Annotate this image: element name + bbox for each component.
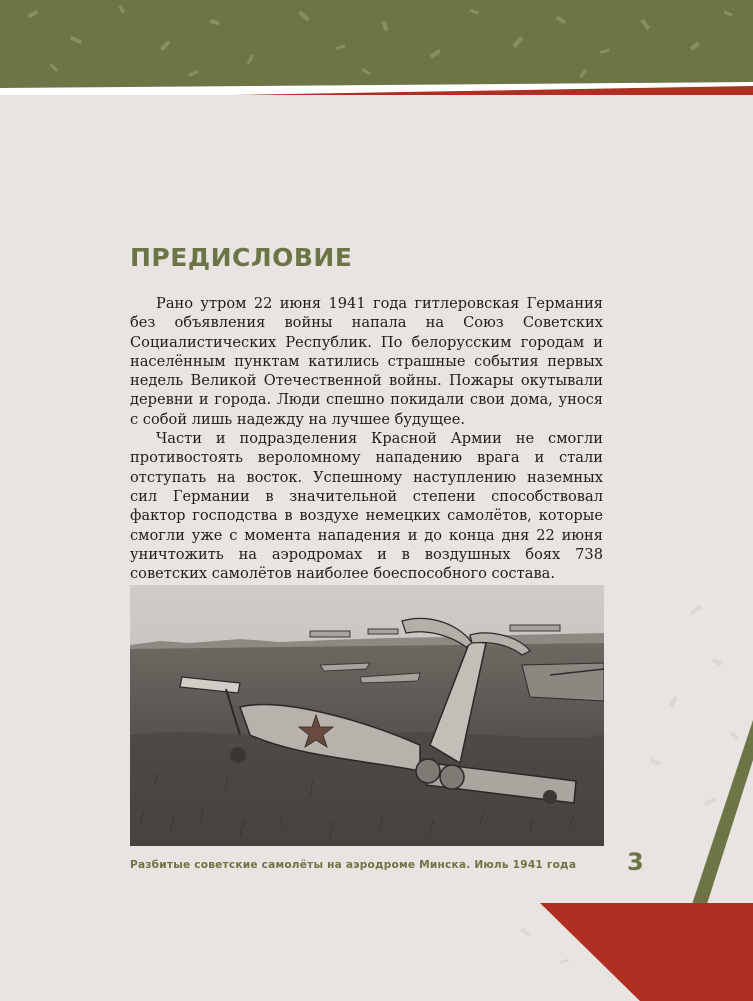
paragraph: Рано утром 22 июня 1941 года гитлеровская Германия без объявления войны напала на Союз Советских Социалистических Республик. По белорусским городам и населённым пунктам катились страшные события первых недель Великой Отечественной войны. Пожары окутывали деревни и города. Люди спешно покидали свои дома, унося с собой лишь надежду на лучшее будущее.: [130, 295, 603, 428]
preface-text: [130, 294, 603, 583]
paragraph: Части и подразделения Красной Армии не смогли противостоять вероломному нападению врага и стали отступать на восток. Успешному наступлению наземных сил Германии в значительной степени способствовал фактор господства в воздухе немецких самолётов, которые смогли уже с момента нападения и до конца дня 22 июня уничтожить на аэродромах и в воздушных боях 738 советских самолётов наиболее боеспособного состава.: [130, 430, 603, 583]
page-title: ПРЕДИСЛОВИЕ: [130, 243, 353, 272]
photo-caption: Разбитые советские самолёты на аэродроме Минска. Июль 1941 года: [130, 859, 577, 871]
page-number: 3: [627, 848, 644, 876]
airfield-photo: [130, 585, 604, 846]
